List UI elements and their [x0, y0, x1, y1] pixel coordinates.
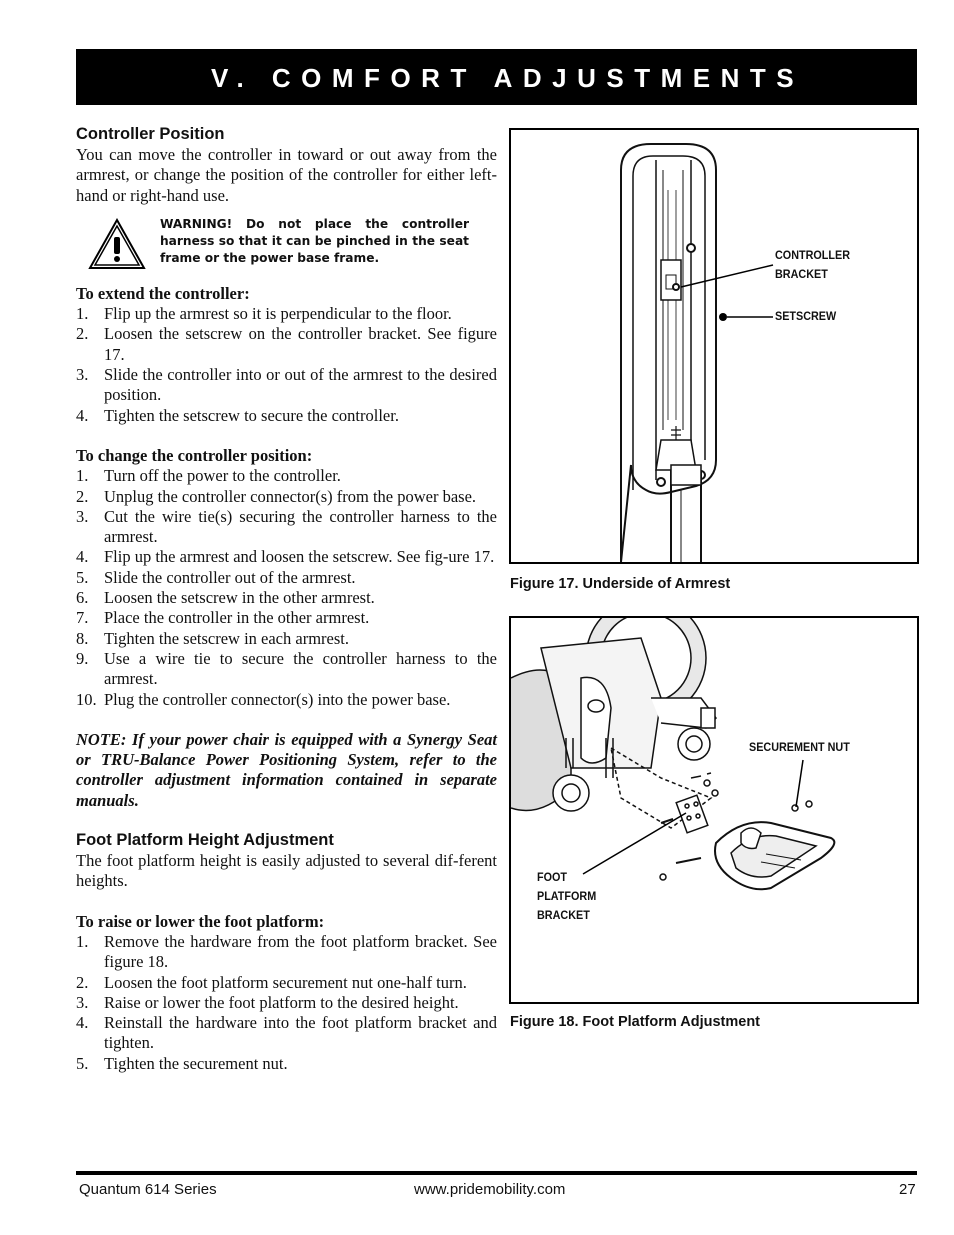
step-text: Tighten the setscrew in each armrest. [104, 628, 349, 648]
change-steps-list [76, 466, 497, 710]
step-text: Flip up the armrest and loosen the setscrew. See fig-ure 17. [104, 547, 495, 567]
list-item [76, 1054, 497, 1074]
figure-17-caption: Figure 17. Underside of Armrest [510, 576, 731, 592]
step-text: Turn off the power to the controller. [104, 466, 341, 486]
controller-position-intro: You can move the controller in toward or out away from the armrest, or change the position of the controller for either left-hand or right-hand use. [76, 145, 497, 205]
footer-website: www.pridemobility.com [414, 1181, 566, 1198]
figure-18-box [509, 616, 919, 1004]
list-item [76, 406, 497, 426]
step-text: Loosen the setscrew on the controller bracket. See figure 17. [104, 324, 497, 364]
step-number: 6. [76, 588, 89, 608]
list-item [76, 547, 497, 567]
step-number: 4. [76, 547, 89, 567]
step-number: 8. [76, 628, 89, 648]
list-item [76, 1013, 497, 1054]
step-number: 5. [76, 567, 89, 587]
step-text: Loosen the setscrew in the other armrest. [104, 588, 375, 608]
step-text: Tighten the setscrew to secure the controller. [104, 405, 399, 425]
list-item [76, 608, 497, 628]
figure-18-caption: Figure 18. Foot Platform Adjustment [510, 1014, 761, 1030]
page-number: 27 [899, 1181, 916, 1198]
step-text: Unplug the controller connector(s) from the power base. [104, 486, 477, 506]
list-item [76, 507, 497, 548]
footer-series: Quantum 614 Series [79, 1181, 217, 1198]
controller-position-heading: Controller Position [76, 125, 225, 143]
foot-platform-steps-heading: To raise or lower the foot platform: [76, 911, 325, 931]
list-item [76, 690, 497, 710]
foot-platform-heading: Foot Platform Height Adjustment [76, 831, 334, 850]
step-number: 2. [76, 486, 89, 506]
step-text: Reinstall the hardware into the foot platform bracket and tighten. [104, 1013, 497, 1053]
step-number: 2. [76, 324, 89, 344]
step-number: 1. [76, 304, 89, 324]
list-item [76, 466, 497, 486]
list-item [76, 932, 497, 973]
list-item [76, 973, 497, 993]
step-number: 3. [76, 365, 89, 385]
step-number: 3. [76, 992, 89, 1012]
step-text: Raise or lower the foot platform to the desired height. [104, 992, 459, 1012]
setscrew-callout: SETSCREW [775, 309, 837, 323]
extend-steps-list [76, 304, 497, 426]
step-text: Cut the wire tie(s) securing the controller harness to the armrest. [104, 506, 497, 547]
step-text: Flip up the armrest so it is perpendicular to the floor. [104, 304, 452, 324]
securement-nut-callout: SECUREMENT NUT [749, 740, 850, 754]
list-item [76, 304, 497, 324]
change-heading: To change the controller position: [76, 445, 313, 465]
list-item [76, 649, 497, 690]
foot-platform-illustration [511, 618, 917, 1002]
step-text: Plug the controller connector(s) into the power base. [104, 689, 451, 709]
list-item [76, 487, 497, 507]
step-text: Tighten the securement nut. [104, 1053, 288, 1073]
step-text: Place the controller in the other armrest. [104, 608, 370, 628]
section-title: V. COMFORT ADJUSTMENTS [211, 63, 805, 93]
step-number: 1. [76, 931, 89, 951]
foot-platform-steps-list [76, 932, 497, 1074]
list-item [76, 568, 497, 588]
step-number: 1. [76, 466, 89, 486]
list-item [76, 324, 497, 365]
step-text: Remove the hardware from the foot platform bracket. See figure 18. [104, 931, 497, 972]
armrest-illustration [511, 130, 917, 562]
step-number: 5. [76, 1053, 89, 1073]
controller-bracket-callout: CONTROLLER BRACKET [775, 248, 850, 281]
warning-icon [88, 218, 146, 270]
footer-divider [76, 1171, 917, 1175]
step-number: 4. [76, 1013, 89, 1033]
list-item [76, 993, 497, 1013]
list-item [76, 588, 497, 608]
foot-platform-intro: The foot platform height is easily adjusted to several dif-ferent heights. [76, 851, 497, 891]
figure-17-box [509, 128, 919, 564]
step-text: Loosen the foot platform securement nut one-half turn. [104, 972, 467, 992]
step-number: 4. [76, 405, 89, 425]
foot-platform-bracket-callout: FOOT PLATFORM BRACKET [537, 870, 597, 922]
text-column [76, 124, 497, 1074]
step-number: 9. [76, 648, 89, 668]
step-text: Use a wire tie to secure the controller harness to the armrest. [104, 648, 497, 689]
step-number: 3. [76, 506, 89, 526]
warning-box [76, 214, 497, 278]
extend-heading: To extend the controller: [76, 283, 250, 303]
step-text: Slide the controller into or out of the armrest to the desired position. [104, 365, 497, 405]
section-banner [76, 49, 917, 105]
list-item [76, 365, 497, 406]
step-text: Slide the controller out of the armrest. [104, 567, 356, 587]
warning-text: WARNING! Do not place the controller harness so that it can be pinched in the seat frame or the power base frame. [160, 216, 469, 265]
list-item [76, 629, 497, 649]
step-number: 10. [76, 689, 97, 709]
note-text: NOTE: If your power chair is equipped with a Synergy Seat or TRU-Balance Power Positioning System, refer to the controller adjustment information contained in separate manuals. [76, 729, 497, 810]
step-number: 2. [76, 972, 89, 992]
step-number: 7. [76, 608, 89, 628]
